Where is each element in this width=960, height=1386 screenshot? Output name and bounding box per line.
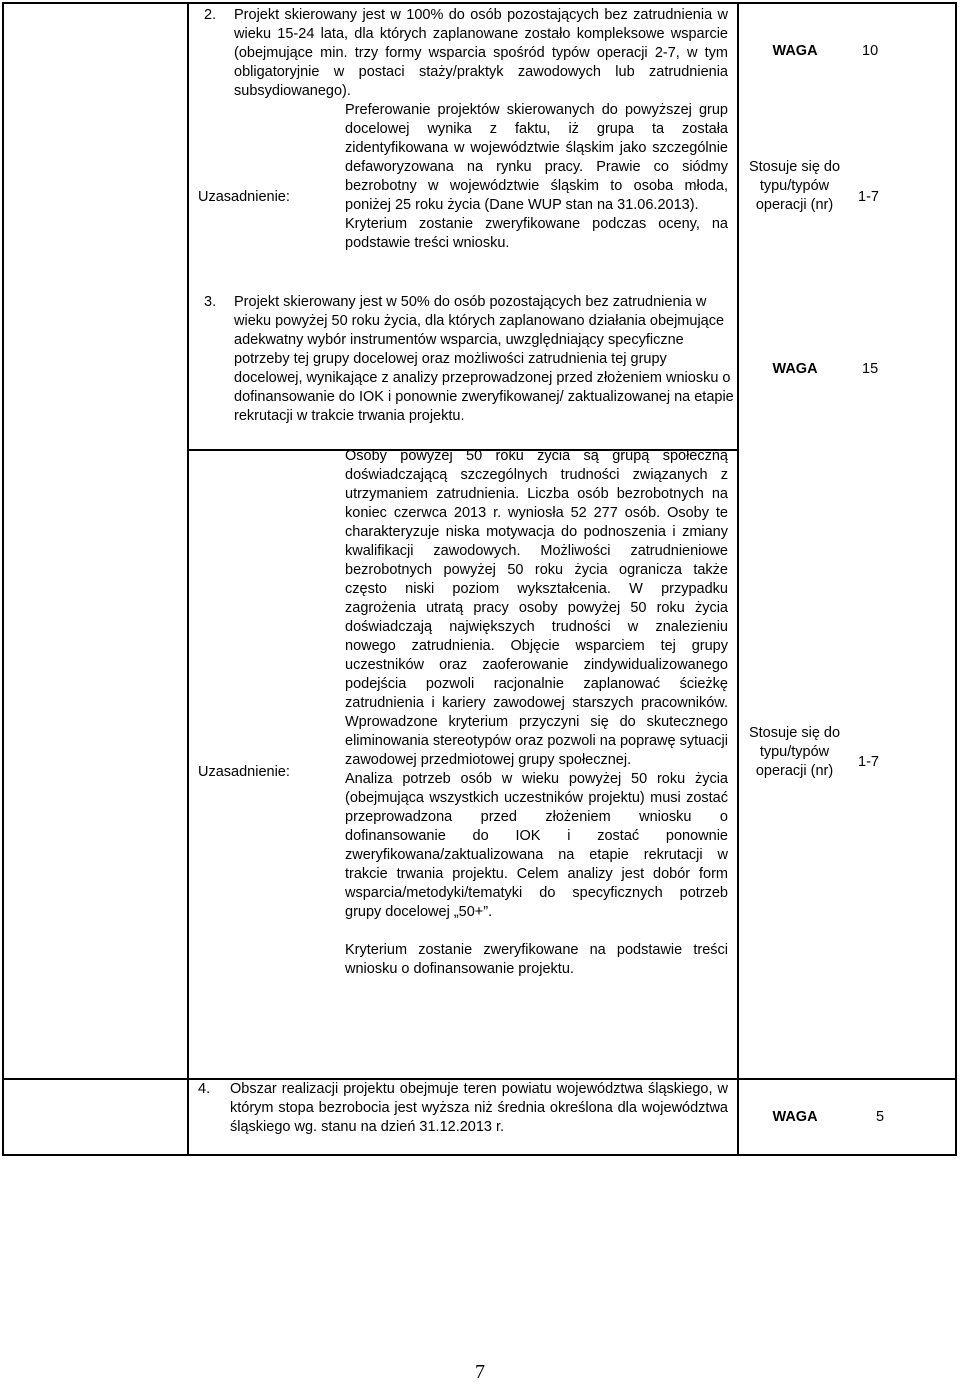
table-border-bottom: [2, 1154, 957, 1156]
justification-paragraph: Preferowanie projektów skierowanych do powyższej grup docelowej wynika z faktu, iż grupa ta została zidentyfikowana w województwie śląskim jako szczególnie defaworyzowana na rynku pracy. Prawie co siódmy bezrobotny w województwie śląskim to osoba młoda, poniżej 25 roku życia (Dane WUP stan na 31.06.2013).: [345, 102, 728, 213]
justification-text: [345, 447, 728, 979]
applies-label: Stosuje się do typu/typów operacji (nr): [748, 159, 841, 213]
applies-value: 1-7: [858, 189, 879, 205]
criterion-text: Projekt skierowany jest w 100% do osób pozostających bez zatrudnienia w wieku 15-24 lata, dla których zaplanowane zostało kompleksowe wsparcie (obejmujące min. trzy formy wsparcia spośród typów operacji 2-7, w tym obligatoryjnie w postaci staży/praktyk zawodowych lub zatrudnienia subsydiowanego).: [234, 7, 728, 99]
table-border-left: [2, 2, 4, 1156]
weight-value: 15: [862, 361, 879, 377]
weight-value: 10: [862, 43, 879, 59]
justification-paragraph: Kryterium zostanie zweryfikowane podczas oceny, na podstawie treści wniosku.: [345, 216, 728, 251]
criterion-text: Projekt skierowany jest w 50% do osób pozostających bez zatrudnienia w wieku powyżej 50 roku życia, dla których zaplanowano działania obejmujące adekwatny wybór instrumentów wsparcia, uwzględniający specyficzne potrzeby tej grupy docelowej oraz możliwości zatrudnienia tej grupy docelowej, wynikające z analizy przeprowadzonej przed złożeniem wniosku o dofinansowanie do IOK i ponownie zweryfikowanej/ zaktualizowanej na etapie rekrutacji w trakcie trwania projektu.: [234, 294, 734, 424]
page-number: 7: [475, 1361, 485, 1383]
table-divider-col2: [737, 2, 739, 1156]
table-border-top: [2, 2, 957, 4]
justification-paragraph: Analiza potrzeb osób w wieku powyżej 50 roku życia (obejmująca wszystkich uczestników projektu) musi zostać przeprowadzona przed złożeniem wniosku o dofinansowanie do IOK i zostać ponownie zweryfikowana/zaktualizowana na etapie rekrutacji w trakcie trwania projektu. Celem analizy jest dobór form wsparcia/metodyki/tematyki do specyficznych potrzeb grupy docelowej „50+”.: [345, 771, 728, 920]
table-border-right: [955, 2, 957, 1156]
table-divider-col1: [187, 2, 189, 1156]
weight-label: WAGA: [772, 43, 818, 59]
justification-label: Uzasadnienie:: [198, 189, 290, 205]
criterion-number: 4.: [198, 1081, 211, 1097]
weight-label: WAGA: [772, 361, 818, 377]
justification-label: Uzasadnienie:: [198, 764, 290, 780]
weight-label: WAGA: [772, 1109, 818, 1125]
weight-value: 5: [876, 1109, 885, 1125]
criterion-text: Obszar realizacji projektu obejmuje teren powiatu województwa śląskiego, w którym stopa bezrobocia jest wyższa niż średnia określona dla województwa śląskiego wg. stanu na dzień 31.12.2013 r.: [230, 1081, 728, 1135]
applies-label: Stosuje się do typu/typów operacji (nr): [748, 725, 841, 779]
justification-paragraph: Kryterium zostanie zweryfikowane na podstawie treści wniosku o dofinansowanie projektu.: [345, 942, 728, 977]
justification-paragraph: Osoby powyżej 50 roku życia są grupą społeczną doświadczającą szczególnych trudności związanych z utrzymaniem zatrudnienia. Liczba osób bezrobotnych na koniec czerwca 2013 r. wyniosła 52 277 osób. Osoby te charakteryzuje niska motywacja do podnoszenia i zmiany kwalifikacji zawodowych. Możliwości zatrudnieniowe bezrobotnych powyżej 50 roku życia ogranicza także często niski poziom wykształcenia. W przypadku zagrożenia utratą pracy osoby powyżej 50 roku życia doświadczają największych trudności w znalezieniu nowego zatrudnienia. Objęcie wsparciem tej grupy uczestników oraz zaoferowanie zindywidualizowanego podejścia pozwoli racjonalnie zaplanować ścieżkę zatrudnienia i kariery zawodowej starszych pracowników. Wprowadzone kryterium przyczyni się do skutecznego eliminowania stereotypów oraz pozwoli na poprawę sytuacji zawodowej przedmiotowej grupy społecznej.: [345, 448, 728, 768]
applies-value: 1-7: [858, 754, 879, 770]
justification-text: [345, 101, 728, 253]
criterion-number: 2.: [204, 7, 217, 23]
criterion-number: 3.: [204, 294, 217, 310]
